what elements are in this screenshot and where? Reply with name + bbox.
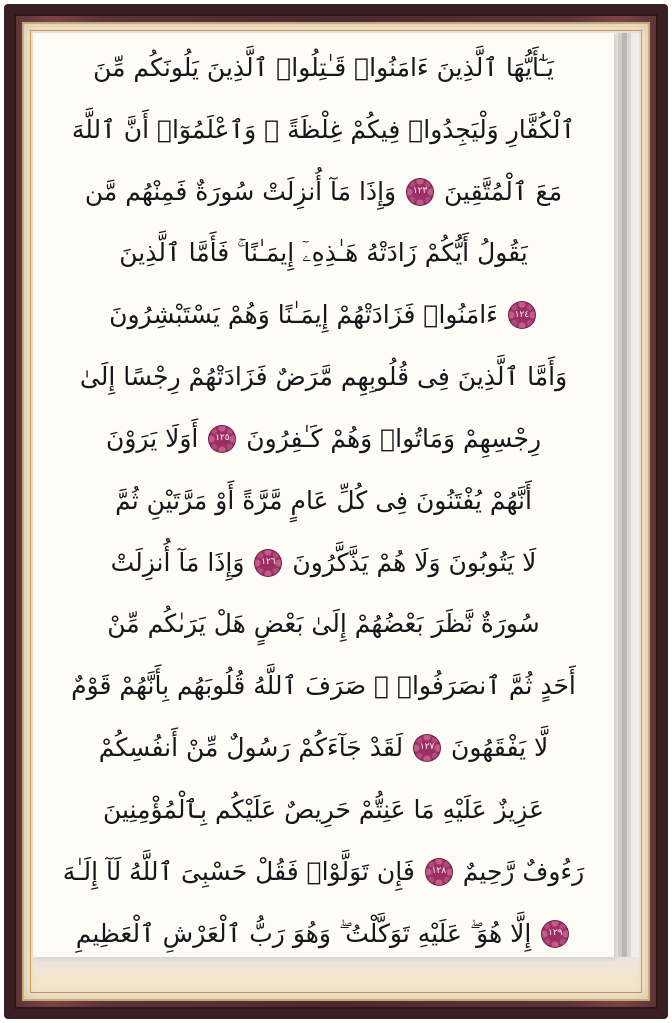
quran-text-block (33, 55, 614, 947)
quran-line (47, 547, 600, 577)
ayah-rosette-icon (426, 859, 452, 885)
line-text-tail: فَإِن تَوَلَّوْا۟ فَقُلْ حَسْبِىَ ٱللَّهُ لَآ إِلَـٰهَ (62, 856, 415, 886)
line-text-tail: لَقَدْ جَآءَكُمْ رَسُولٌ مِّنْ أَنفُسِكُمْ (98, 733, 404, 763)
quran-line (47, 364, 600, 390)
quran-line (47, 240, 600, 266)
quran-line (47, 176, 600, 206)
quran-line (47, 302, 600, 328)
line-text-tail: وَإِذَا مَآ أُنزِلَتْ سُورَةٌ فَمِنْهُم مَّن (84, 176, 397, 206)
line-text: رَءُوفٌ رَّحِيمٌ (462, 856, 585, 886)
quran-line (47, 611, 600, 637)
quran-line (47, 918, 600, 948)
ayah-number: ١٢٤ (514, 309, 530, 320)
line-text: لَّا يَفْقَهُونَ (451, 733, 549, 763)
line-text: أَنَّهُمْ يُفْتَنُونَ فِى كُلِّ عَامٍ مَّرَّةً أَوْ مَرَّتَيْنِ ثُمَّ (115, 485, 532, 515)
ayah-number: ١٢٥ (215, 433, 230, 444)
ayah-number: ١٢٩ (548, 927, 563, 938)
ayah-rosette-icon (209, 426, 235, 452)
ayah-number: ١٢٨ (431, 866, 447, 877)
line-text: أَحَدٍ ثُمَّ ٱنصَرَفُوا۟ ۚ صَرَفَ ٱللَّهُ قُلُوبَهُم بِأَنَّهُمْ قَوْمٌ (71, 671, 576, 701)
line-text: ءَامَنُوا۟ فَزَادَتْهُمْ إِيمَـٰنًا وَهُمْ يَسْتَبْشِرُونَ (109, 300, 498, 330)
quran-line (47, 735, 600, 761)
quran-line (47, 485, 600, 515)
ayah-rosette-icon (542, 921, 568, 947)
line-text: سُورَةٌ نَّظَرَ بَعْضُهُمْ إِلَىٰ بَعْضٍ هَلْ يَرَىٰكُم مِّنْ (107, 609, 540, 639)
ayah-number: ١٢٣ (412, 185, 428, 196)
quran-line (47, 55, 600, 81)
ayah-rosette-icon (407, 179, 433, 205)
line-text-tail: وَإِذَا مَآ أُنزِلَتْ (110, 547, 245, 577)
ayah-rosette-icon (414, 735, 440, 761)
line-text: يَـٰٓأَيُّهَا ٱلَّذِينَ ءَامَنُوا۟ قَـٰتِلُوا۟ ٱلَّذِينَ يَلُونَكُم مِّنَ (93, 53, 554, 82)
line-text-tail: أَوَلَا يَرَوْنَ (105, 423, 199, 453)
quran-line (47, 114, 600, 144)
quran-line (47, 856, 600, 886)
ayah-rosette-icon (509, 302, 535, 328)
line-text: وَأَمَّا ٱلَّذِينَ فِى قُلُوبِهِم مَّرَضٌ فَزَادَتْهُمْ رِجْسًا إِلَىٰ (79, 362, 568, 392)
ayah-number: ١٢٦ (261, 556, 276, 567)
line-text: إِلَّا هُوَ ۖ عَلَيْهِ تَوَكَّلْتُ ۖ وَهُوَ رَبُّ ٱلْعَرْشِ ٱلْعَظِيمِ (75, 918, 532, 948)
text-sheet (33, 33, 614, 957)
book-page-edges (613, 33, 639, 957)
line-text: يَقُولُ أَيُّكُمْ زَادَتْهُ هَـٰذِهِۦٓ إِيمَـٰنًا ۚ فَأَمَّا ٱلَّذِينَ (119, 238, 528, 268)
line-text: ٱلْكُفَّارِ وَلْيَجِدُوا۟ فِيكُمْ غِلْظَةً ۚ وَٱعْلَمُوٓا۟ أَنَّ ٱللَّهَ (71, 114, 576, 144)
line-text: رِجْسِهِمْ وَمَاتُوا۟ وَهُمْ كَـٰفِرُونَ (246, 423, 542, 453)
line-text: مَعَ ٱلْمُتَّقِينَ (444, 176, 563, 206)
quran-line (47, 673, 600, 699)
line-text: عَزِيزٌ عَلَيْهِ مَا عَنِتُّمْ حَرِيصٌ عَلَيْكُم بِٱلْمُؤْمِنِينَ (102, 794, 545, 824)
page-bottom-shadow (33, 957, 639, 977)
quran-line (47, 794, 600, 824)
ayah-number: ١٢٧ (419, 742, 435, 753)
quran-line (47, 423, 600, 453)
line-text: لَا يَتُوبُونَ وَلَا هُمْ يَذَّكَّرُونَ (292, 547, 537, 577)
ayah-rosette-icon (255, 550, 281, 576)
